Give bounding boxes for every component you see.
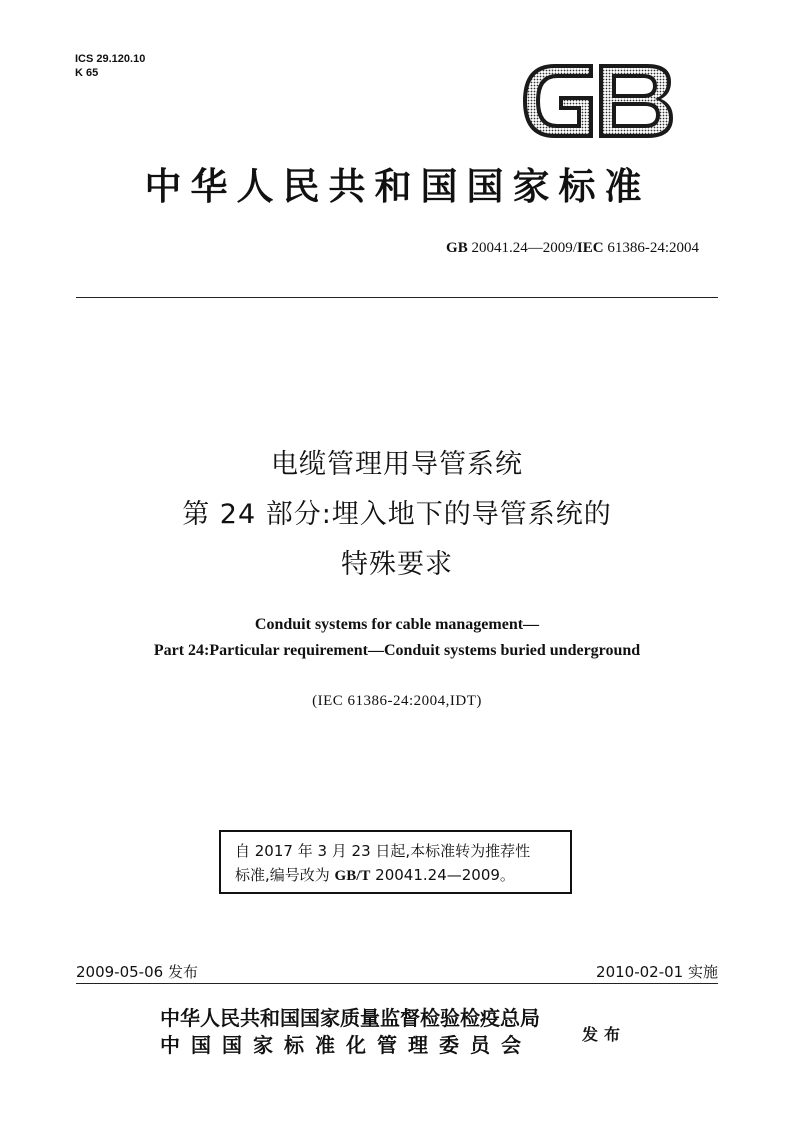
- standard-prefix: GB: [446, 240, 468, 256]
- classification-codes: [75, 52, 145, 80]
- ccs-code: K 65: [75, 67, 99, 79]
- title-line-1: 电缆管理用导管系统: [271, 449, 523, 480]
- issuer-aqsiq: 中华人民共和国国家质量监督检验检疫总局: [160, 1006, 540, 1030]
- equivalence-statement: (IEC 61386-24:2004,IDT): [312, 693, 482, 709]
- english-title-line-1: Conduit systems for cable management—: [254, 616, 540, 633]
- footer-divider: [76, 983, 718, 984]
- notice-text-c: 20041.24—2009。: [370, 866, 515, 884]
- title-line-2: 第 24 部分:埋入地下的导管系统的: [182, 499, 612, 530]
- title-line-3: 特殊要求: [341, 549, 453, 580]
- notice-line-2: [235, 863, 558, 888]
- notice-line-1: 自 2017 年 3 月 23 日起,本标准转为推荐性: [235, 842, 531, 860]
- gb-logo: [515, 60, 677, 142]
- gb-logo-icon: [515, 60, 677, 142]
- issue-date: 2009-05-06 发布: [76, 963, 198, 981]
- english-title-line-2: Part 24:Particular requirement—Conduit systems buried underground: [153, 642, 641, 659]
- adopted-number: 61386-24:2004: [607, 240, 699, 256]
- notice-box: [219, 830, 572, 894]
- notice-code-prefix: GB/T: [334, 868, 371, 884]
- standard-code: [446, 240, 699, 257]
- issuing-authorities: [160, 1005, 540, 1059]
- notice-text-a: 标准,编号改为: [235, 866, 335, 884]
- issuer-sac: 中国国家标准化管理委员会: [160, 1033, 532, 1057]
- chinese-title: [60, 440, 734, 590]
- implementation-date: 2010-02-01 实施: [596, 963, 718, 981]
- adopted-prefix: IEC: [576, 240, 604, 256]
- english-title: [60, 612, 734, 664]
- standard-number: 20041.24—2009/: [471, 240, 577, 256]
- ics-code: ICS 29.120.10: [75, 53, 146, 65]
- publish-label: 发布: [582, 1025, 627, 1044]
- national-standard-heading: 中华人民共和国国家标准: [144, 164, 651, 208]
- header-divider: [76, 297, 718, 298]
